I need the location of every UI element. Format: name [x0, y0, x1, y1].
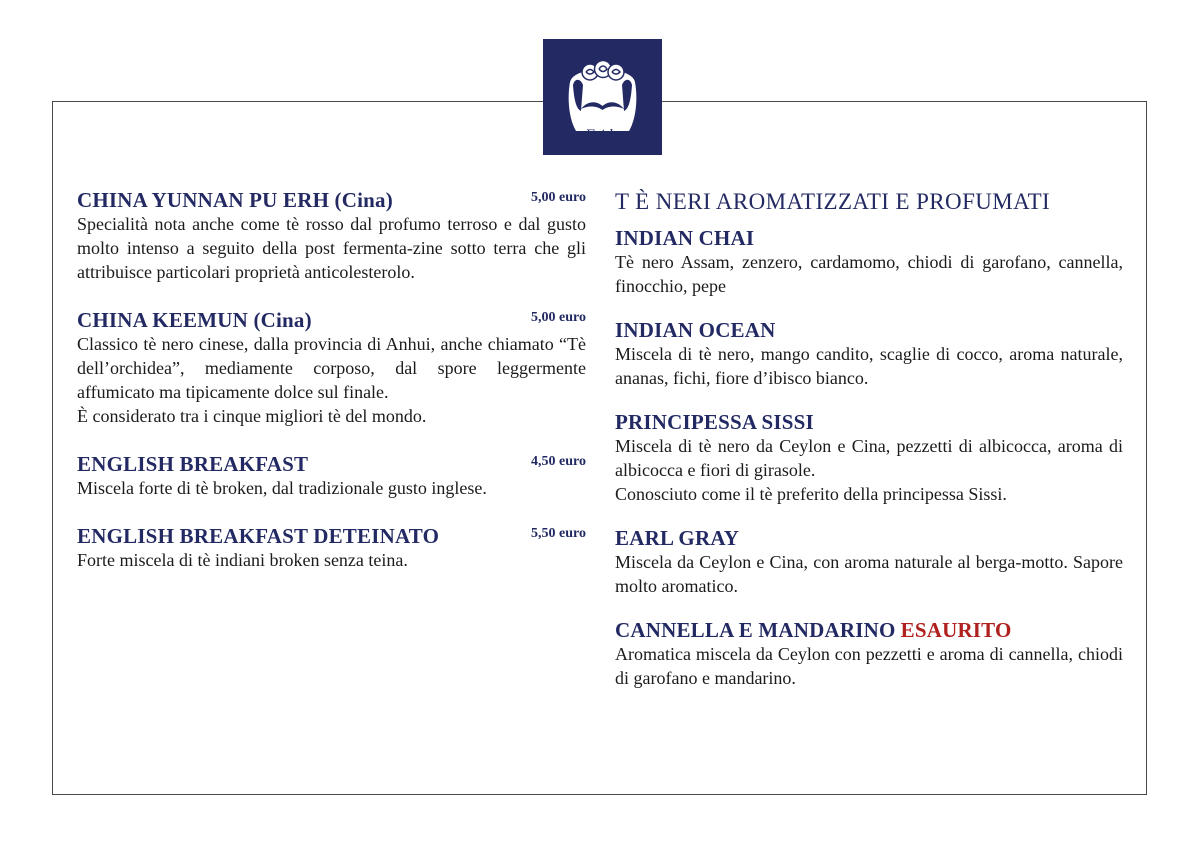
tea-description: [77, 212, 586, 284]
tea-description: [615, 642, 1123, 690]
description-paragraph: Miscela di tè nero, mango candito, scaglie di cocco, aroma naturale, ananas, fichi, fiore d’ibisco bianco.: [615, 344, 1123, 388]
menu-item-header: [615, 410, 1123, 434]
left-column: [77, 188, 586, 596]
right-items: [615, 226, 1123, 690]
tea-price: 4,50 euro: [531, 454, 586, 469]
tea-name: CHINA YUNNAN PU ERH (Cina): [77, 188, 393, 212]
tea-name: EARL GRAY: [615, 526, 740, 550]
description-paragraph: Forte miscela di tè indiani broken senza teina.: [77, 550, 408, 570]
description-paragraph: Miscela forte di tè broken, dal tradizionale gusto inglese.: [77, 478, 487, 498]
tea-name: INDIAN OCEAN: [615, 318, 776, 342]
menu-item: [77, 452, 586, 500]
tea-description: [77, 476, 586, 500]
description-paragraph: Conosciuto come il tè preferito della principessa Sissi.: [615, 484, 1007, 504]
tea-description: [77, 332, 586, 428]
right-column: [615, 188, 1123, 710]
menu-item-header: [615, 318, 1123, 342]
svg-text:Frida: Frida: [585, 128, 621, 143]
menu-item-header: [615, 226, 1123, 250]
menu-item: [615, 318, 1123, 390]
description-paragraph: Miscela di tè nero da Ceylon e Cina, pezzetti di albicocca, aroma di albicocca e fiori di girasole.: [615, 436, 1123, 480]
tea-price: 5,50 euro: [531, 526, 586, 541]
menu-item-header: [77, 452, 586, 476]
menu-item: [77, 308, 586, 428]
menu-item: [77, 524, 586, 572]
tea-description: [77, 548, 586, 572]
tea-description: [615, 550, 1123, 598]
menu-item-header: [77, 308, 586, 332]
tea-price: 5,00 euro: [531, 310, 586, 325]
description-paragraph: Specialità nota anche come tè rosso dal profumo terroso e dal gusto molto intenso a seguito della post fermenta-zine sotto terra che gli attribuisce particolari proprietà anticolesterolo.: [77, 214, 586, 282]
tea-name: ENGLISH BREAKFAST: [77, 452, 309, 476]
tea-name: CHINA KEEMUN (Cina): [77, 308, 312, 332]
menu-item: [615, 526, 1123, 598]
description-paragraph: Tè nero Assam, zenzero, cardamomo, chiodi di garofano, cannella, finocchio, pepe: [615, 252, 1123, 296]
menu-item-header: [77, 524, 586, 548]
menu-item-header: [77, 188, 586, 212]
sold-out-label: ESAURITO: [900, 618, 1012, 642]
menu-item: [77, 188, 586, 284]
menu-item-header: [615, 618, 1123, 642]
tea-name: ENGLISH BREAKFAST DETEINATO: [77, 524, 440, 548]
menu-item: [615, 618, 1123, 690]
frida-logo: [543, 39, 662, 155]
tea-name: PRINCIPESSA SISSI: [615, 410, 814, 434]
tea-price: 5,00 euro: [531, 190, 586, 205]
section-title: T È NERI AROMATIZZATI E PROFUMATI: [615, 189, 1051, 214]
menu-item: [615, 410, 1123, 506]
description-paragraph: È considerato tra i cinque migliori tè del mondo.: [77, 406, 427, 426]
menu-item: [615, 226, 1123, 298]
description-paragraph: Miscela da Ceylon e Cina, con aroma naturale al berga-motto. Sapore molto aromatico.: [615, 552, 1123, 596]
tea-description: [615, 434, 1123, 506]
tea-description: [615, 342, 1123, 390]
tea-name: CANNELLA E MANDARINO: [615, 618, 896, 642]
tea-name: INDIAN CHAI: [615, 226, 755, 250]
tea-description: [615, 250, 1123, 298]
menu-item-header: [615, 526, 1123, 550]
frida-face-icon: [543, 39, 662, 155]
description-paragraph: Classico tè nero cinese, dalla provincia di Anhui, anche chiamato “Tè dell’orchidea”, mediamente corposo, dal spore leggermente affumicato ma tipicamente dolce sul finale.: [77, 334, 586, 402]
description-paragraph: Aromatica miscela da Ceylon con pezzetti e aroma di cannella, chiodi di garofano e mandarino.: [615, 644, 1123, 688]
